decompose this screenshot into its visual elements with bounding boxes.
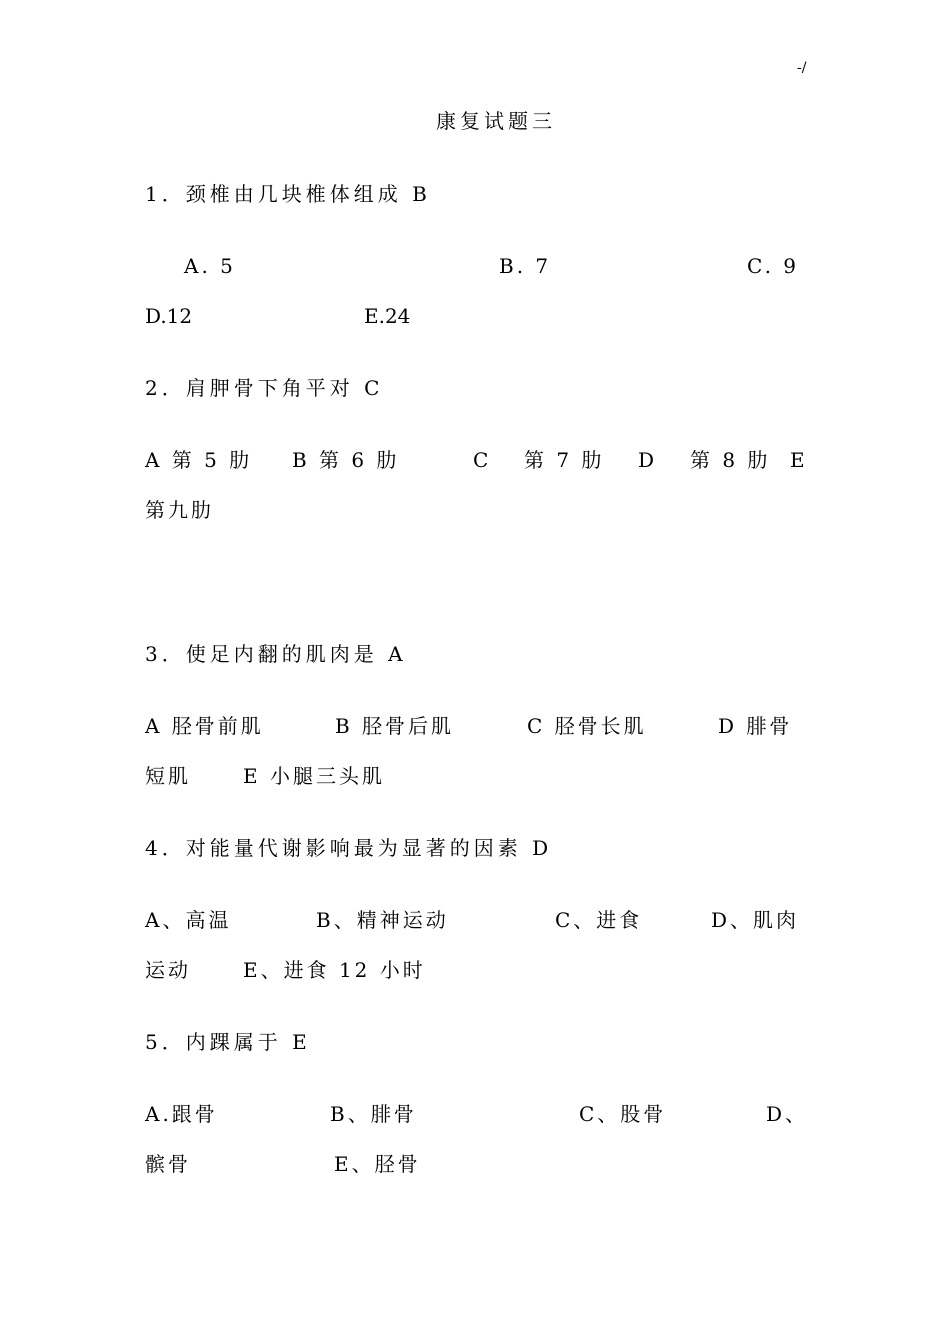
option-a: A、高温 — [145, 908, 232, 932]
option-e: E 小腿三头肌 — [243, 764, 385, 788]
option-d: D、肌肉 — [711, 908, 800, 932]
option-b: B、腓骨 — [330, 1102, 417, 1126]
option-c: C、股骨 — [579, 1102, 667, 1126]
option-d: D 腓骨 — [718, 714, 793, 738]
option-b: B、精神运动 — [316, 908, 449, 932]
option-e-text: 第九肋 — [145, 498, 214, 522]
option-e: E.24 — [364, 304, 411, 328]
question-stem: 4．对能量代谢影响最为显著的因素 D — [145, 836, 553, 860]
header-mark: -/ — [797, 60, 807, 76]
option-d: D.12 — [145, 304, 193, 328]
option-c-letter: C — [473, 448, 492, 472]
option-a: A. 5 — [184, 254, 236, 278]
question-stem: 3．使足内翻的肌肉是 A — [145, 642, 407, 666]
option-d-continued: 短肌 — [145, 764, 191, 788]
question-stem: 5．内踝属于 E — [145, 1030, 311, 1054]
option-d-text: 第 8 肋 — [690, 448, 771, 472]
option-d-letter: D — [638, 448, 658, 472]
option-b: B 第 6 肋 — [292, 448, 400, 472]
option-e: E、胫骨 — [334, 1152, 421, 1176]
option-d: D、 — [766, 1102, 809, 1126]
option-c: C 胫骨长肌 — [527, 714, 647, 738]
option-a: A 胫骨前肌 — [145, 714, 264, 738]
question-stem: 2．肩胛骨下角平对 C — [145, 376, 384, 400]
option-a: A 第 5 肋 — [145, 448, 253, 472]
option-e-letter: E — [790, 448, 808, 472]
option-d-continued: 髌骨 — [145, 1152, 191, 1176]
option-b: B 胫骨后肌 — [335, 714, 455, 738]
option-b: B. 7 — [499, 254, 552, 278]
option-c-text: 第 7 肋 — [524, 448, 605, 472]
option-d-continued: 运动 — [145, 958, 191, 982]
option-c: C、进食 — [555, 908, 643, 932]
option-c: C. 9 — [747, 254, 800, 278]
option-e: E、进食 12 小时 — [243, 958, 426, 982]
option-a: A.跟骨 — [145, 1102, 218, 1126]
document-title: 康复试题三 — [436, 109, 556, 133]
question-stem: 1．颈椎由几块椎体组成 B — [145, 182, 431, 206]
